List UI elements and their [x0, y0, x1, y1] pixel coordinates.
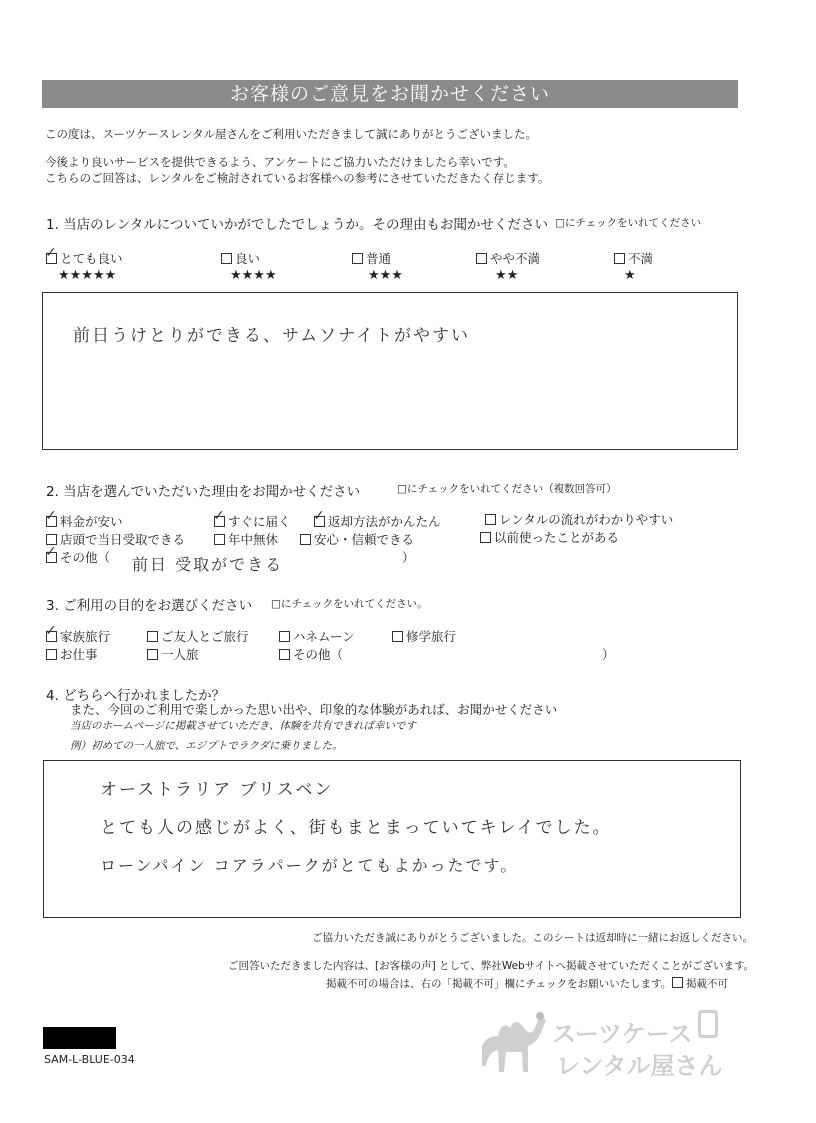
- q2-option-trustworthy[interactable]: [300, 530, 414, 548]
- checkmark-icon: ✓: [45, 544, 57, 560]
- footer-publish-optout: 掲載不可の場合は、右の「掲載不可」欄にチェックをお願いいたします。: [326, 978, 672, 990]
- q1-hint: □にチェックをいれてください: [555, 217, 702, 229]
- q2-option-cheap[interactable]: [45, 508, 123, 530]
- checkbox[interactable]: [614, 253, 625, 264]
- checkbox[interactable]: [45, 508, 57, 527]
- option-label: 修学旅行: [406, 629, 457, 644]
- checkmark-icon: ✓: [213, 508, 225, 524]
- q2-question: 2. 当店を選んでいただいた理由をお聞かせください: [46, 484, 361, 500]
- q1-answer-text: 前日うけとりができる、サムソナイトがやすい: [73, 326, 470, 346]
- q3-option-school-trip[interactable]: [392, 627, 456, 645]
- q3-option-business[interactable]: [46, 645, 98, 663]
- footer-thanks: ご協力いただき誠にありがとうございました。このシートは返却時に一緒にお返しください。: [312, 932, 753, 944]
- checkbox[interactable]: [46, 649, 57, 660]
- q2-other-answer: 前日 受取ができる: [132, 555, 284, 574]
- q4-answer-box[interactable]: [43, 760, 741, 918]
- q1-stars-1: ★: [624, 268, 636, 283]
- checkbox[interactable]: [45, 245, 57, 264]
- checkmark-icon: ✓: [45, 245, 57, 261]
- checkbox[interactable]: [45, 623, 57, 642]
- q1-answer-box[interactable]: [42, 292, 738, 450]
- option-label: 店頭で当日受取できる: [60, 532, 186, 547]
- q2-hint: □にチェックをいれてください（複数回答可）: [397, 483, 617, 495]
- q4-answer-line-2: とても人の感じがよく、街もまとまっていてキレイでした。: [100, 818, 612, 838]
- option-label: 良い: [235, 251, 261, 266]
- option-label: ご友人とご旅行: [161, 629, 249, 644]
- q4-answer-line-3: ローンパイン コアラパークがとてもよかったです。: [100, 856, 519, 875]
- q2-option-open-all-year[interactable]: [214, 530, 278, 548]
- q2-other-close: ）: [402, 550, 415, 565]
- option-label: 一人旅: [161, 647, 199, 662]
- checkbox[interactable]: [279, 649, 290, 660]
- footer-publish-notice: ご回答いただきました内容は、[お客様の声] として、弊社Webサイトへ掲載させていただくことがございます。: [228, 960, 755, 972]
- q3-option-friends[interactable]: [147, 627, 249, 645]
- camel-logo-icon: [476, 1006, 556, 1078]
- option-label: 家族旅行: [60, 629, 111, 644]
- q4-answer-line-1: オーストラリア ブリスベン: [100, 780, 334, 800]
- q1-stars-4: ★★★★: [230, 268, 277, 283]
- q3-option-family[interactable]: [45, 623, 111, 645]
- q1-stars-5: ★★★★★: [58, 268, 117, 283]
- q1-option-good[interactable]: [221, 249, 260, 267]
- q2-option-easy-return[interactable]: [313, 508, 441, 530]
- q3-other-close: ）: [602, 647, 615, 662]
- q3-option-other[interactable]: [279, 645, 343, 663]
- q4-note: 当店のホームページに掲載させていただき、体験を共有できれば幸いです: [70, 720, 416, 732]
- q2-option-fast-delivery[interactable]: [213, 508, 291, 530]
- q3-hint: □にチェックをいれてください。: [271, 598, 428, 610]
- q2-option-other[interactable]: [45, 544, 111, 566]
- intro-line-2: 今後より良いサービスを提供できるよう、アンケートにご協力いただけましたら幸いです。: [45, 155, 515, 169]
- checkbox[interactable]: [300, 534, 311, 545]
- option-label: その他（: [293, 647, 344, 662]
- checkbox[interactable]: [221, 253, 232, 264]
- checkmark-icon: ✓: [45, 623, 57, 639]
- q3-option-honeymoon[interactable]: [279, 627, 355, 645]
- intro-line-1: この度は、スーツケースレンタル屋さんをご利用いただきまして誠にありがとうございました。: [45, 127, 538, 141]
- q4-example: 例）初めての一人旅で、エジプトでラクダに乗りました。: [70, 740, 343, 752]
- q1-option-somewhat-dissatisfied[interactable]: [476, 249, 540, 267]
- q1-option-average[interactable]: [352, 249, 391, 267]
- option-label: 以前使ったことがある: [494, 530, 620, 545]
- sheet-code: SAM-L-BLUE-034: [44, 1053, 135, 1066]
- q1-option-dissatisfied[interactable]: [614, 249, 653, 267]
- checkbox[interactable]: [672, 977, 683, 988]
- checkbox[interactable]: [352, 253, 363, 264]
- checkbox[interactable]: [45, 544, 57, 563]
- q1-stars-3: ★★★: [368, 268, 403, 283]
- option-label: 安心・信頼できる: [314, 532, 415, 547]
- option-label: 普通: [366, 251, 392, 266]
- q2-option-used-before[interactable]: [480, 528, 619, 546]
- option-label: 掲載不可: [686, 978, 728, 990]
- option-label: 年中無休: [228, 532, 279, 547]
- q1-stars-2: ★★: [495, 268, 519, 283]
- checkbox[interactable]: [392, 631, 403, 642]
- checkbox[interactable]: [476, 253, 487, 264]
- checkbox[interactable]: [480, 532, 491, 543]
- checkbox[interactable]: [313, 508, 325, 527]
- q1-option-very-good[interactable]: [45, 245, 123, 267]
- q2-option-same-day-pickup[interactable]: [46, 530, 185, 548]
- checkbox[interactable]: [147, 649, 158, 660]
- option-label: レンタルの流れがわかりやすい: [499, 512, 674, 527]
- checkmark-icon: ✓: [313, 508, 325, 524]
- option-label: 返却方法がかんたん: [328, 514, 441, 529]
- q1-question: 1. 当店のレンタルについていかがでしたでしょうか。その理由もお聞かせください: [46, 217, 549, 233]
- option-label: 料金が安い: [60, 514, 123, 529]
- option-label: すぐに届く: [228, 514, 291, 529]
- suitcase-icon: [698, 1010, 718, 1038]
- q4-question: 4. どちらへ行かれましたか？: [46, 688, 226, 704]
- checkbox[interactable]: [279, 631, 290, 642]
- checkbox[interactable]: [214, 534, 225, 545]
- q4-question-line2: また、今回のご利用で楽しかった思い出や、印象的な体験があれば、お聞かせください: [70, 702, 558, 717]
- q3-question: 3. ご利用の目的をお選びください: [46, 598, 253, 614]
- option-label: お仕事: [60, 647, 98, 662]
- checkbox[interactable]: [147, 631, 158, 642]
- logo-text-line1: スーツケース: [552, 1020, 693, 1048]
- q2-option-easy-flow[interactable]: [485, 510, 673, 528]
- option-label: とても良い: [60, 251, 123, 266]
- q3-option-solo[interactable]: [147, 645, 199, 663]
- form-title: お客様のご意見をお聞かせください: [42, 80, 738, 108]
- option-label: やや不満: [490, 251, 541, 266]
- redacted-block: [43, 1027, 116, 1049]
- option-label: その他（: [60, 550, 111, 565]
- option-label: 不満: [628, 251, 654, 266]
- checkbox[interactable]: [213, 508, 225, 527]
- checkmark-icon: ✓: [45, 508, 57, 524]
- no-publish-option[interactable]: [672, 976, 728, 991]
- option-label: ハネムーン: [293, 629, 355, 644]
- checkbox[interactable]: [485, 514, 496, 525]
- intro-line-3: こちらのご回答は、レンタルをご検討されているお客様への参考にさせていただきたく存じます。: [45, 171, 550, 185]
- logo-text-line2: レンタル屋さん: [556, 1052, 723, 1080]
